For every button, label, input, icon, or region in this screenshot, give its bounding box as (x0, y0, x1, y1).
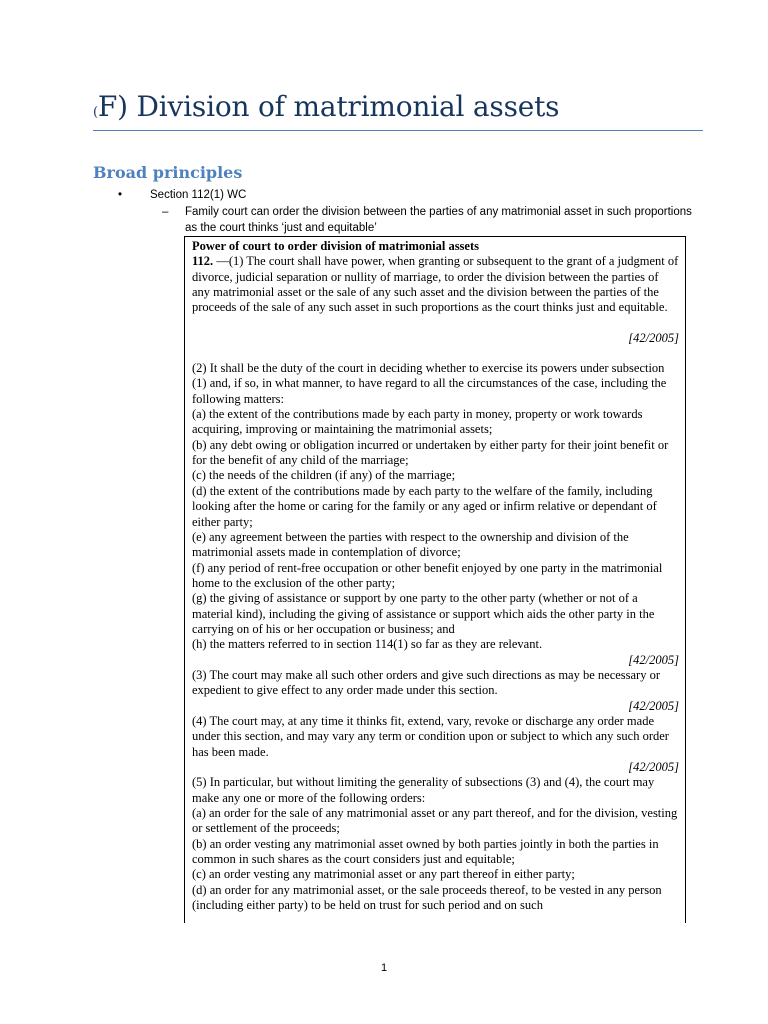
subsection-5-item: (c) an order vesting any matrimonial asset or any part thereof in either party; (192, 867, 575, 882)
title-prefix: ( (93, 105, 98, 120)
subsection-1-text: —(1) The court shall have power, when granting or subsequent to the grant of a judgment of divorce, judicial separation or nullity of marriage, to order the division between the parties of any matrimonial asset or the sale of any such asset and the division between the parties of the proceeds of the sale of any such asset in such proportions as the court thinks just and equitable. (192, 254, 679, 315)
subsection-2-item: (e) any agreement between the parties with respect to the ownership and division of the matrimonial assets made in contemplation of divorce; (192, 529, 629, 560)
subsection-2-item: (f) any period of rent-free occupation or other benefit enjoyed by one party in the matrimonial home to the exclusion of the other party; (192, 560, 663, 590)
subsection-1 (192, 254, 679, 315)
title-main: F) Division of matrimonial assets (97, 90, 560, 123)
subsection-2-item: (b) any debt owing or obligation incurred or undertaken by either party for their joint benefit or for the benefit of any child of the marriage; (192, 437, 669, 468)
bullet-item (118, 188, 246, 203)
subsection-4: (4) The court may, at any time it thinks fit, extend, vary, revoke or discharge any order made under this section, and may vary any term or condition upon or subject to which any such order has been made. (192, 713, 669, 759)
subsection-2-item: (a) the extent of the contributions made by each party in money, property or work towards acquiring, improving or maintaining the matrimonial assets; (192, 407, 643, 437)
section-heading: Broad principles (93, 163, 243, 182)
subsection-2-item: (g) the giving of assistance or support by one party to the other party (whether or not of a material kind), including the giving of assistance or support which aids the other party in the carrying on of his or her occupation or business; and (192, 591, 655, 636)
spacer (192, 316, 679, 331)
subsection-2-item: (d) the extent of the contributions made by each party to the welfare of the family, including looking after the home or caring for the family or any aged or infirm relative or dependant of either party; (192, 483, 657, 529)
statute-text-box (184, 236, 686, 923)
amendment-note: [42/2005] (628, 330, 679, 345)
section-number: 112. (192, 254, 214, 269)
statute-title: Power of court to order division of matrimonial assets (192, 239, 479, 253)
sub-bullet-item (162, 205, 702, 236)
subsection-2: (2) It shall be the duty of the court in deciding whether to exercise its powers under subsection (1) and, if so, in what manner, to have regard to all the circumstances of the case, including the following matters: (192, 361, 667, 406)
subsection-3: (3) The court may make all such other orders and give such directions as may be necessary or expedient to give effect to any order made under this section. (192, 667, 661, 698)
subsection-2-item: (h) the matters referred to in section 114(1) so far as they are relevant. (192, 637, 543, 652)
amendment-note: [42/2005] (628, 698, 679, 713)
sub-bullet-text: Family court can order the division between the parties of any matrimonial asset in such proportions as the court thinks ‘just and equitable’ (185, 206, 692, 234)
title-container (93, 84, 703, 131)
subsection-5-item: (b) an order vesting any matrimonial asset owned by both parties jointly in both the parties in common in such shares as the court considers just and equitable; (192, 836, 659, 867)
amendment-note: [42/2005] (628, 652, 679, 667)
subsection-2-item: (c) the needs of the children (if any) of the marriage; (192, 468, 456, 483)
subsection-5: (5) In particular, but without limiting the generality of subsections (3) and (4), the court may make any one or more of the following orders: (192, 775, 655, 805)
subsection-5-item: (a) an order for the sale of any matrimonial asset or any part thereof, and for the division, vesting or settlement of the proceeds; (192, 806, 678, 836)
page-title (93, 84, 703, 136)
sub-bullet-marker: – (162, 206, 169, 218)
page-number: 1 (380, 962, 388, 974)
amendment-note: [42/2005] (628, 760, 679, 774)
bullet-marker: • (118, 189, 123, 201)
spacer (192, 346, 679, 361)
bullet-text: Section 112(1) WC (150, 189, 247, 201)
subsection-5-item: (d) an order for any matrimonial asset, or the sale proceeds thereof, to be vested in any person (including either party) to be held on trust for such period and on such (192, 882, 662, 913)
